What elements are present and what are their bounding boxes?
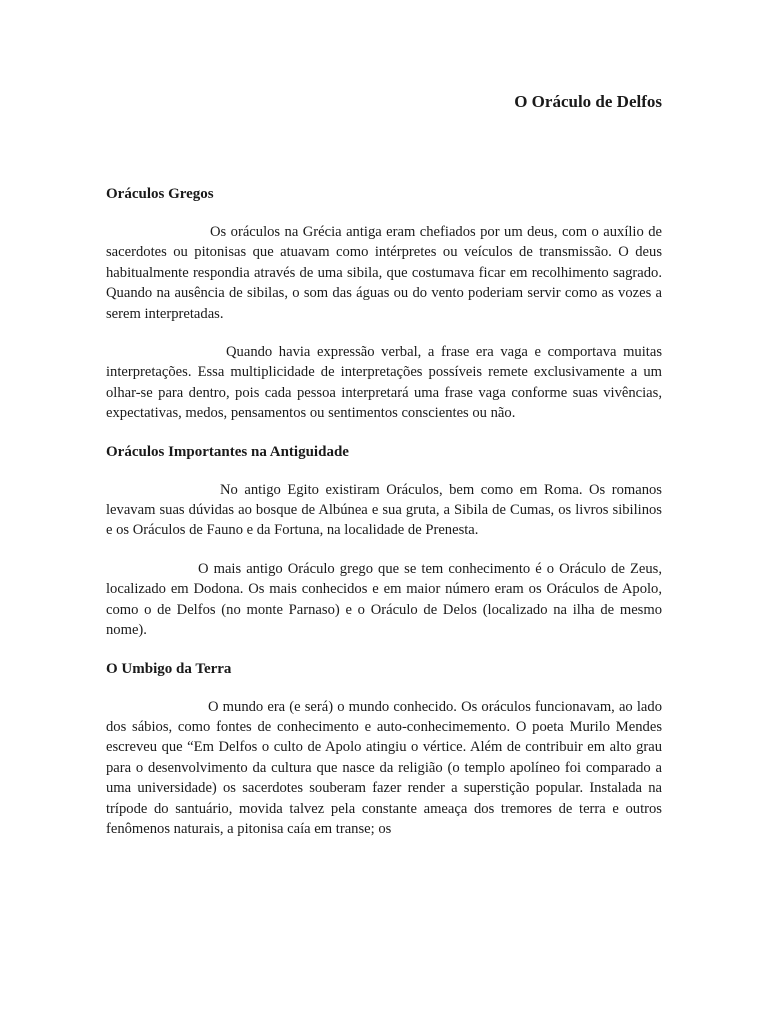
section-oraculos-importantes: [106, 442, 662, 641]
paragraph: No antigo Egito existiram Oráculos, bem como em Roma. Os romanos levavam suas dúvidas ao bosque de Albúnea e sua gruta, a Sibila de Cumas, os livros sibilinos e os Oráculos de Fauno e da Fortuna, na localidade de Prenesta.: [106, 481, 662, 539]
paragraph: O mundo era (e será) o mundo conhecido. Os oráculos funcionavam, ao lado dos sábios, como fontes de conhecimento e auto-conhecimemento. O poeta Murilo Mendes escreveu que “Em Delfos o culto de Apolo atingiu o vértice. Além de contribuir em alto grau para o desenvolvimento da cultura que nasce da religião (o templo apolíneo foi comparado a uma universidade) os sacerdotes souberam fazer render a superstição popular. Instalada na trípode do santuário, movida talvez pela constante ameaça dos tremores de terra e outros fenômenos naturais, a pitonisa caía em transe; os: [106, 698, 662, 837]
paragraph: Os oráculos na Grécia antiga eram chefiados por um deus, com o auxílio de sacerdotes ou pitonisas que atuavam como intérpretes ou veículos de transmissão. O deus habitualmente respondia através de uma sibila, que costumava ficar em recolhimento sagrado. Quando na ausência de sibilas, o som das águas ou do vento poderiam servir como as vozes a serem interpretadas.: [106, 224, 662, 322]
section-heading: Oráculos Gregos: [106, 186, 214, 202]
paragraph: O mais antigo Oráculo grego que se tem conhecimento é o Oráculo de Zeus, localizado em Dodona. Os mais conhecidos e em maior número eram os Oráculos de Apolo, como o de Delfos (no monte Parnaso) e o Oráculo de Delos (localizado na ilha de mesmo nome).: [106, 560, 662, 639]
section-oraculos-gregos: [106, 184, 662, 424]
paragraph: Quando havia expressão verbal, a frase era vaga e comportava muitas interpretações. Essa multiplicidade de interpretações possíveis remete exclusivamente a um olhar-se para dentro, pois cada pessoa interpretará uma frase vaga conforme suas vivências, expectativas, medos, pensamentos ou sentimentos conscientes ou não.: [106, 344, 662, 422]
document-title: O Oráculo de Delfos: [514, 92, 662, 111]
document-body: [106, 184, 662, 857]
section-heading: O Umbigo da Terra: [106, 660, 232, 677]
section-umbigo-da-terra: [106, 659, 662, 840]
section-heading: Oráculos Importantes na Antiguidade: [106, 443, 349, 460]
